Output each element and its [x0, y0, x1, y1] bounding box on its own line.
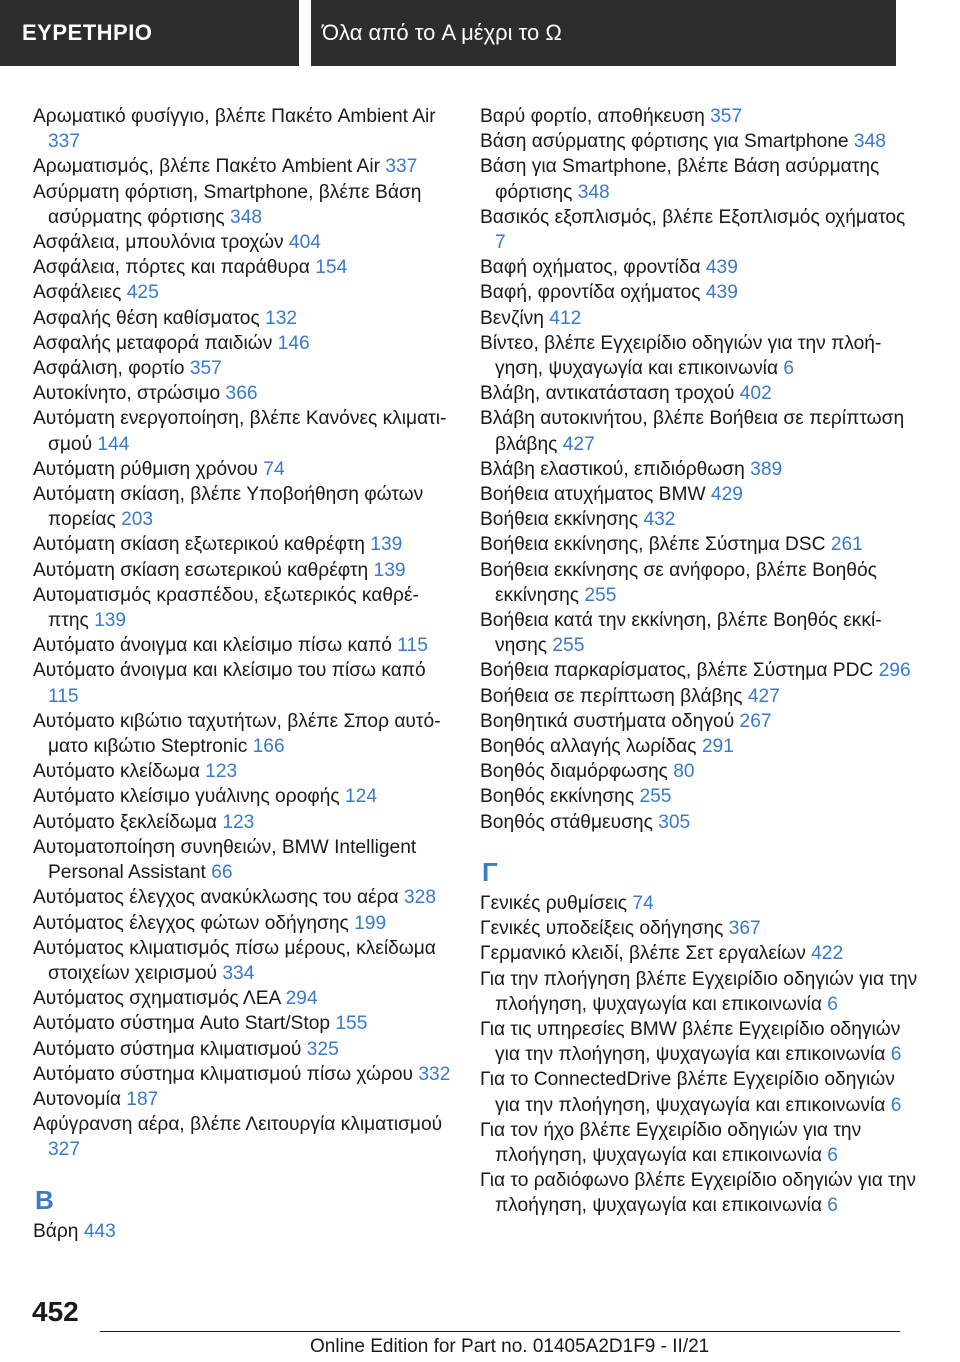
- entry-term: Αρωματικό φυσίγγιο, βλέπε Πακέτο Ambient Air: [33, 106, 436, 127]
- entry-term: Για την πλοήγηση βλέπε Εγχειρίδιο οδηγιών για την πλοήγηση, ψυχαγωγία και επικοινωνία: [480, 968, 918, 1015]
- entry-term: Βοηθός αλλαγής λωρίδας: [480, 736, 697, 758]
- entry-term: Για το ραδιόφωνο βλέπε Εγχειρίδιο οδηγιών για την πλοήγηση, ψυχαγωγία και επικοινωνία: [480, 1170, 916, 1217]
- index-entry: [480, 1067, 920, 1117]
- entry-term: Βοήθεια ατυχήματος BMW: [480, 484, 706, 506]
- entry-page-link[interactable]: 261: [830, 534, 863, 556]
- index-entry: [33, 1011, 453, 1036]
- entry-page-link[interactable]: 334: [222, 962, 255, 984]
- entry-term: Βοήθεια κατά την εκκίνηση, βλέπε Βοηθός εκκίνησης: [480, 610, 882, 657]
- entry-page-link[interactable]: 6: [890, 1044, 902, 1066]
- entry-page-link[interactable]: 139: [370, 534, 403, 556]
- index-entry: [480, 810, 920, 835]
- entry-term: Ασφάλειες: [33, 282, 122, 304]
- entry-page-link[interactable]: 146: [277, 332, 310, 354]
- index-entry: [480, 558, 920, 608]
- entry-term: Αυτόματο σύστημα κλιματισμού πίσω χώρου: [33, 1063, 414, 1085]
- index-entry: [480, 507, 920, 532]
- entry-page-link[interactable]: 443: [83, 1220, 116, 1242]
- index-entry: [480, 759, 920, 784]
- entry-term: Αυτόματος κλιματισμός πίσω μέρους, κλείδωμα στοιχείων χειρισμού: [33, 937, 436, 984]
- entry-term: Αυτόματη σκίαση εσωτερικού καθρέφτη: [33, 559, 369, 581]
- index-entry: [480, 709, 920, 734]
- index-entry: [33, 331, 453, 356]
- left-entry-list: [33, 104, 453, 1163]
- index-entry: [480, 941, 920, 966]
- entry-term: Ασύρματη φόρτιση, Smartphone, βλέπε Βάση ασύρματης φόρτισης: [33, 181, 422, 228]
- entry-term: Ασφαλής θέση καθίσματος: [33, 307, 260, 329]
- index-entry: [33, 1112, 453, 1162]
- index-entry: [480, 1168, 920, 1218]
- entry-term: Βίντεο, βλέπε Εγχειρίδιο οδηγιών για την πλοήγηση, ψυχαγωγία και επικοινωνία: [480, 332, 882, 380]
- entry-page-link[interactable]: 432: [643, 509, 676, 531]
- entry-term: Βοηθός διαμόρφωσης: [480, 761, 668, 783]
- entry-term: Βοήθεια εκκίνησης: [480, 509, 639, 531]
- entry-term: Βάση ασύρματης φόρτισης για Smartphone: [480, 131, 849, 153]
- index-entry: [33, 482, 453, 532]
- index-entry: [33, 532, 453, 557]
- entry-term: Αυτόματος έλεγχος ανακύκλωσης του αέρα: [33, 887, 399, 909]
- right-column: [480, 104, 920, 1219]
- index-entry: [480, 306, 920, 331]
- index-entry: [480, 608, 920, 658]
- entry-page-link[interactable]: 6: [827, 1195, 838, 1217]
- entry-page-link[interactable]: 6: [890, 1094, 902, 1116]
- entry-page-link[interactable]: 412: [549, 307, 582, 329]
- entry-page-link[interactable]: 187: [126, 1088, 159, 1110]
- entry-page-link[interactable]: 367: [728, 918, 761, 940]
- entry-page-link[interactable]: 123: [205, 761, 238, 783]
- entry-term: Βοηθός εκκίνησης: [480, 786, 635, 808]
- entry-page-link[interactable]: 404: [288, 232, 321, 254]
- section-letter-b: Β: [35, 1184, 54, 1215]
- entry-term: Αυτόματο άνοιγμα και κλείσιμο του πίσω καπό: [33, 660, 426, 682]
- entry-term: Βοήθεια εκκίνησης, βλέπε Σύστημα DSC: [480, 534, 826, 556]
- index-entry: [480, 129, 920, 154]
- entry-term: Αυτόματη ενεργοποίηση, βλέπε Κανόνες κλιματισμού: [33, 408, 447, 455]
- index-entry: [33, 255, 453, 280]
- entry-page-link[interactable]: 74: [263, 458, 285, 480]
- entry-term: Βοήθεια εκκίνησης σε ανήφορο, βλέπε Βοηθός εκκίνησης: [480, 559, 877, 606]
- entry-page-link[interactable]: 154: [315, 257, 348, 279]
- entry-term: Ασφάλιση, φορτίο: [33, 358, 185, 380]
- entry-term: Ασφάλεια, μπουλόνια τροχών: [33, 232, 284, 254]
- entry-term: Βοήθεια σε περίπτωση βλάβης: [480, 685, 743, 707]
- index-entry: [33, 381, 453, 406]
- entry-term: Αυτόματος σχηματισμός ΛΕΑ: [33, 988, 281, 1010]
- entry-term: Βαρύ φορτίο, αποθήκευση: [480, 106, 705, 127]
- entry-page-link[interactable]: 402: [739, 383, 772, 405]
- index-entry: [33, 835, 453, 885]
- entry-term: Αυτόματος έλεγχος φώτων οδήγησης: [33, 912, 349, 934]
- right-entry-list: [480, 104, 920, 835]
- index-entry: [33, 306, 453, 331]
- index-entry: [33, 180, 453, 230]
- left-column: [33, 104, 453, 1244]
- entry-page-link[interactable]: 66: [211, 862, 233, 884]
- index-entry: [480, 684, 920, 709]
- entry-term: Για το ConnectedDrive βλέπε Εγχειρίδιο οδηγιών για την πλοήγηση, ψυχαγωγία και επικοινωνία: [480, 1069, 895, 1116]
- index-entry: [480, 1017, 920, 1067]
- entry-page-link[interactable]: 357: [710, 106, 743, 127]
- entry-term: Αυτόματο ξεκλείδωμα: [33, 811, 217, 833]
- entry-term: Αυτοματισμός κρασπέδου, εξωτερικός καθρέπτης: [33, 584, 419, 632]
- index-entry: [33, 784, 453, 809]
- entry-term: Για τις υπηρεσίες BMW βλέπε Εγχειρίδιο οδηγιών για την πλοήγηση, ψυχαγωγία και επικοινωνία: [480, 1018, 901, 1066]
- entry-term: Αυτόματη σκίαση εξωτερικού καθρέφτη: [33, 534, 365, 556]
- entry-page-link[interactable]: 422: [811, 943, 844, 965]
- entry-term: Βλάβη ελαστικού, επιδιόρθωση: [480, 458, 745, 480]
- entry-term: Βάση για Smartphone, βλέπε Βάση ασύρματης φόρτισης: [480, 156, 880, 203]
- index-entry: [33, 1219, 453, 1244]
- left-after-list: [33, 1219, 453, 1244]
- index-entry: [33, 911, 453, 936]
- entry-page-link[interactable]: 80: [673, 761, 695, 783]
- index-entry: [480, 891, 920, 916]
- index-entry: [480, 381, 920, 406]
- entry-term: Βοηθητικά συστήματα οδηγού: [480, 710, 735, 732]
- entry-term: Βαφή οχήματος, φροντίδα: [480, 257, 701, 279]
- index-entry: [480, 916, 920, 941]
- entry-term: Βοηθός στάθμευσης: [480, 811, 653, 833]
- entry-page-link[interactable]: 348: [230, 206, 263, 228]
- entry-page-link[interactable]: 139: [373, 559, 406, 581]
- entry-term: Αυτοκίνητο, στρώσιμο: [33, 383, 221, 405]
- entry-page-link[interactable]: 296: [878, 660, 911, 682]
- entry-page-link[interactable]: 6: [783, 358, 795, 380]
- entry-term: Αυτόματη ρύθμιση χρόνου: [33, 458, 258, 480]
- entry-page-link[interactable]: 255: [552, 635, 585, 657]
- entry-page-link[interactable]: 427: [747, 685, 780, 707]
- index-entry: [33, 936, 453, 986]
- index-entry: [480, 967, 920, 1017]
- index-entry: [33, 558, 453, 583]
- index-entry: [480, 280, 920, 305]
- entry-page-link[interactable]: 337: [48, 131, 81, 153]
- entry-page-link[interactable]: 255: [639, 786, 672, 808]
- entry-term: Αυτόματο άνοιγμα και κλείσιμο πίσω καπό: [33, 635, 392, 657]
- index-entry: [33, 1062, 453, 1087]
- entry-term: Αρωματισμός, βλέπε Πακέτο Ambient Air: [33, 156, 380, 178]
- entry-page-link[interactable]: 439: [705, 282, 738, 304]
- entry-term: Για τον ήχο βλέπε Εγχειρίδιο οδηγιών για την πλοήγηση, ψυχαγωγία και επικοινωνία: [480, 1119, 862, 1166]
- entry-page-link[interactable]: 337: [385, 156, 418, 178]
- entry-term: Αυτόματο σύστημα Auto Start/Stop: [33, 1013, 331, 1035]
- entry-term: Βοήθεια παρκαρίσματος, βλέπε Σύστημα PDC: [480, 660, 874, 682]
- index-entry: [33, 280, 453, 305]
- entry-term: Βαφή, φροντίδα οχήματος: [480, 282, 701, 304]
- page-number: 452: [32, 1296, 79, 1327]
- index-entry: [480, 331, 920, 381]
- entry-page-link[interactable]: 7: [495, 232, 506, 254]
- entry-page-link[interactable]: 166: [252, 736, 285, 758]
- entry-term: Βάρη: [33, 1220, 79, 1242]
- entry-term: Αυτόματη σκίαση, βλέπε Υποβοήθηση φώτων πορείας: [33, 484, 424, 531]
- index-entry: [33, 633, 453, 658]
- index-entry: [480, 482, 920, 507]
- index-entry: [480, 205, 920, 255]
- index-entry: [480, 406, 920, 456]
- entry-page-link[interactable]: 429: [710, 484, 743, 506]
- entry-page-link[interactable]: 6: [827, 1144, 838, 1166]
- entry-page-link[interactable]: 325: [306, 1038, 339, 1060]
- entry-page-link[interactable]: 327: [48, 1139, 81, 1161]
- entry-term: Γενικές υποδείξεις οδήγησης: [480, 918, 724, 940]
- index-entry: [33, 583, 453, 633]
- entry-term: Αυτόματο κλείσιμο γυάλινης οροφής: [33, 786, 340, 808]
- index-entry: [33, 457, 453, 482]
- entry-term: Βλάβη αυτοκινήτου, βλέπε Βοήθεια σε περίπτωση βλάβης: [480, 408, 905, 455]
- entry-term: Αυτοματοποίηση συνηθειών, BMW Intelligent Personal Assistant: [33, 836, 417, 884]
- entry-page-link[interactable]: 425: [126, 282, 159, 304]
- entry-page-link[interactable]: 203: [121, 509, 154, 531]
- entry-term: Αυτονομία: [33, 1088, 121, 1110]
- index-entry: [33, 658, 453, 708]
- entry-term: Ασφάλεια, πόρτες και παράθυρα: [33, 257, 310, 279]
- entry-page-link[interactable]: 139: [94, 610, 127, 632]
- entry-page-link[interactable]: 74: [632, 892, 654, 914]
- entry-term: Γενικές ρυθμίσεις: [480, 892, 628, 914]
- index-entry: [480, 658, 920, 683]
- index-tab[interactable]: ΕΥΡΕΤΗΡΙΟ: [0, 0, 299, 66]
- entry-page-link[interactable]: 348: [577, 181, 610, 203]
- index-entry: [480, 457, 920, 482]
- index-entry: [480, 1118, 920, 1168]
- entry-page-link[interactable]: 144: [97, 433, 130, 455]
- entry-page-link[interactable]: 115: [397, 635, 428, 657]
- entry-page-link[interactable]: 291: [701, 736, 734, 758]
- right-after-list: [480, 891, 920, 1219]
- entry-page-link[interactable]: 427: [562, 433, 595, 455]
- entry-page-link[interactable]: 389: [750, 458, 783, 480]
- entry-page-link[interactable]: 6: [827, 993, 838, 1015]
- index-entry: [33, 885, 453, 910]
- entry-page-link[interactable]: 332: [418, 1063, 451, 1085]
- index-entry: [33, 759, 453, 784]
- section-letter-g: Γ: [482, 856, 498, 887]
- entry-page-link[interactable]: 132: [265, 307, 298, 329]
- entry-page-link[interactable]: 366: [225, 383, 258, 405]
- entry-page-link[interactable]: 294: [285, 988, 318, 1010]
- index-entry: [480, 784, 920, 809]
- entry-page-link[interactable]: 439: [705, 257, 738, 279]
- index-entry: [33, 406, 453, 456]
- entry-term: Βλάβη, αντικατάσταση τροχού: [480, 383, 735, 405]
- entry-term: Γερμανικό κλειδί, βλέπε Σετ εργαλείων: [480, 943, 806, 965]
- footer-divider: [100, 1331, 900, 1332]
- entry-page-link[interactable]: 305: [658, 811, 691, 833]
- index-entry: [33, 1087, 453, 1112]
- entry-page-link[interactable]: 357: [189, 358, 222, 380]
- entry-term: Αυτόματο κλείδωμα: [33, 761, 200, 783]
- index-entry: [33, 1037, 453, 1062]
- index-entry: [33, 356, 453, 381]
- index-entry: [33, 709, 453, 759]
- range-tab[interactable]: Όλα από το A μέχρι το Ω: [311, 0, 896, 66]
- entry-page-link[interactable]: 115: [48, 685, 79, 707]
- entry-page-link[interactable]: 348: [853, 131, 886, 153]
- index-entry: [33, 104, 453, 154]
- index-entry: [33, 986, 453, 1011]
- entry-term: Αφύγρανση αέρα, βλέπε Λειτουργία κλιματισμού: [33, 1114, 443, 1136]
- entry-page-link[interactable]: 255: [584, 584, 617, 606]
- entry-page-link[interactable]: 123: [222, 811, 255, 833]
- entry-page-link[interactable]: 328: [403, 887, 436, 909]
- entry-term: Αυτόματο σύστημα κλιματισμού: [33, 1038, 302, 1060]
- index-entry: [480, 154, 920, 204]
- index-entry: [33, 154, 453, 179]
- index-entry: [480, 532, 920, 557]
- entry-page-link[interactable]: 267: [739, 710, 772, 732]
- entry-term: Βενζίνη: [480, 307, 544, 329]
- index-entry: [480, 255, 920, 280]
- entry-page-link[interactable]: 124: [345, 786, 378, 808]
- footer-edition: Online Edition for Part no. 01405A2D1F9 - II/21: [310, 1336, 710, 1357]
- index-entry: [480, 734, 920, 759]
- index-entry: [480, 104, 920, 129]
- entry-term: Ασφαλής μεταφορά παιδιών: [33, 332, 273, 354]
- entry-page-link[interactable]: 155: [335, 1013, 368, 1035]
- index-entry: [33, 230, 453, 255]
- index-entry: [33, 810, 453, 835]
- entry-term: Βασικός εξοπλισμός, βλέπε Εξοπλισμός οχήματος: [480, 206, 906, 228]
- entry-page-link[interactable]: 199: [354, 912, 387, 934]
- entry-term: Αυτόματο κιβώτιο ταχυτήτων, βλέπε Σπορ αυτόματο κιβώτιο Steptronic: [33, 710, 441, 758]
